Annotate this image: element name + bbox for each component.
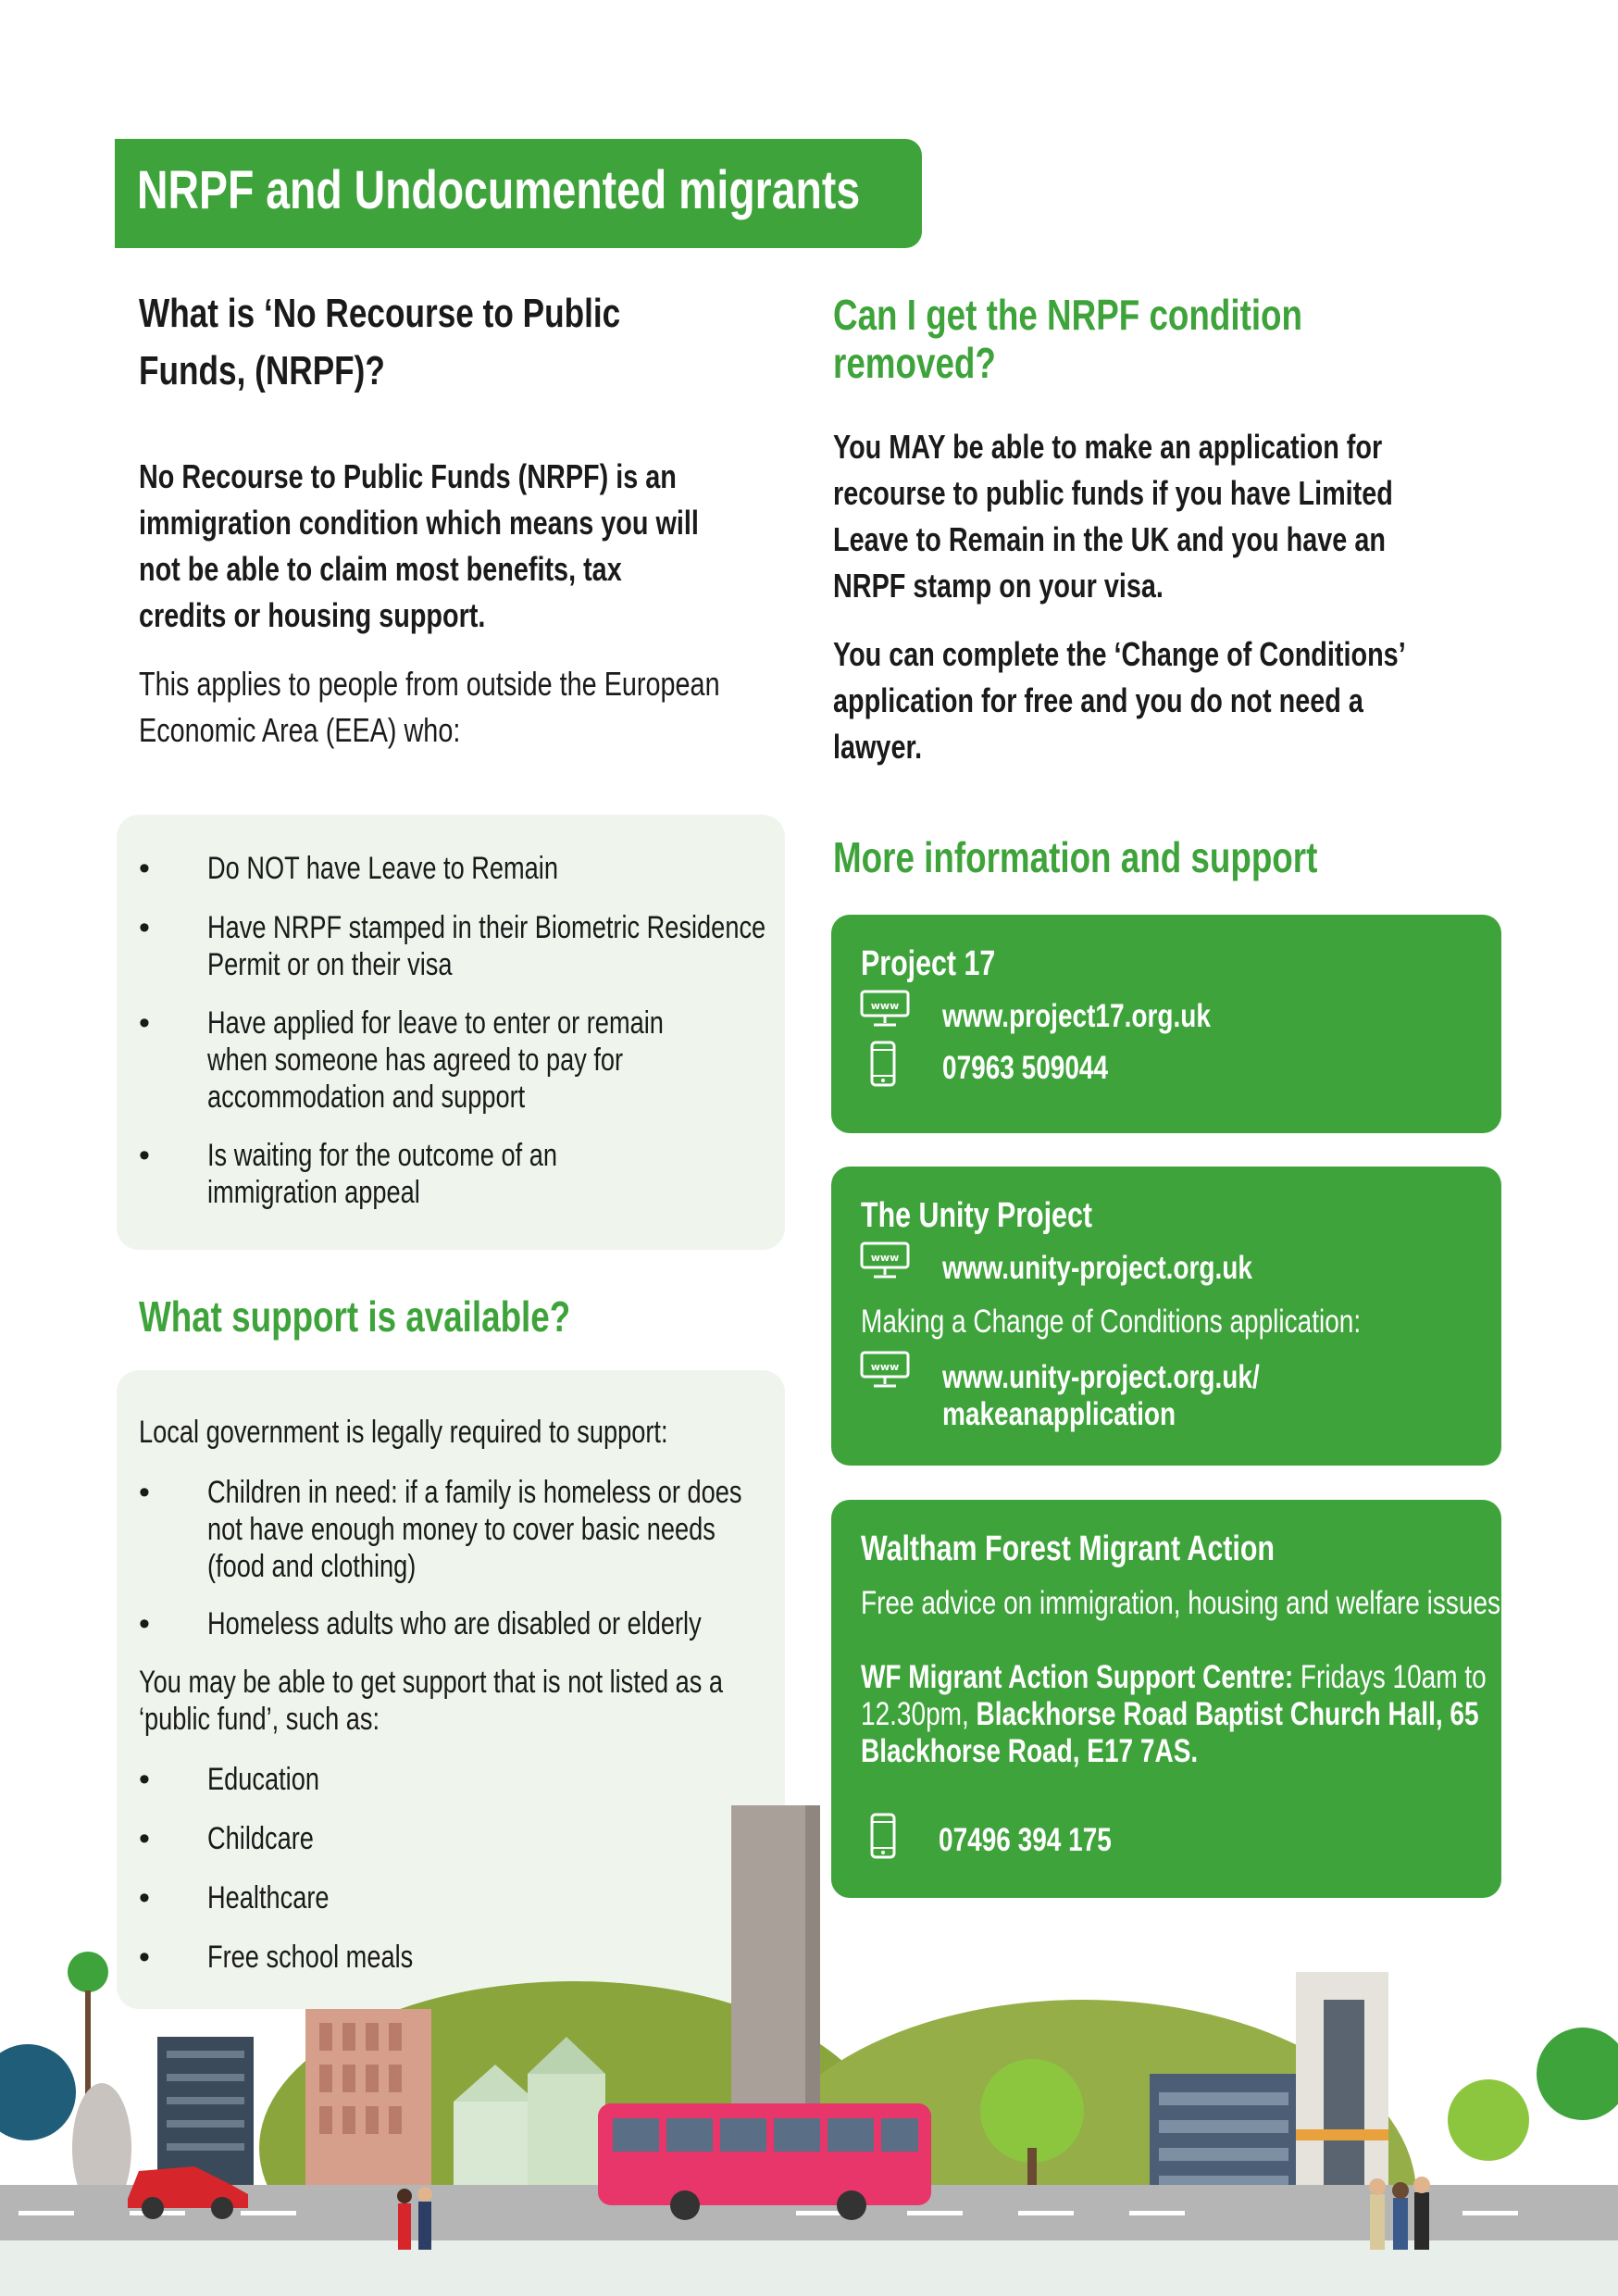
unity-project-card xyxy=(831,1167,1501,1466)
applies-line: Economic Area (EEA) who: xyxy=(139,711,461,749)
removal-paragraph-2: You can complete the ‘Change of Conditions’ application for free and you do not need a lawyer. xyxy=(833,635,1406,766)
definition-line: credits or housing support. xyxy=(139,596,486,634)
project17-website-link[interactable]: www.project17.org.uk xyxy=(942,998,1211,1034)
tree xyxy=(980,2059,1084,2163)
bullet: • xyxy=(139,1005,150,1041)
tree xyxy=(68,1952,108,1992)
other-support-text: You may be able to get support that is not listed as a ‘public fund’, such as: xyxy=(139,1665,724,1737)
removal-paragraph-1: You MAY be able to make an application for recourse to public funds if you have Limited Leave to Remain in the UK and you have an NRPF stamp on your visa. xyxy=(833,428,1393,605)
bullet: • xyxy=(139,1940,150,1975)
definition-line: No Recourse to Public Funds (NRPF) is an xyxy=(139,457,677,495)
card-title: The Unity Project xyxy=(861,1196,1092,1235)
tree xyxy=(0,2044,76,2140)
unity-application-link[interactable]: www.unity-project.org.uk/ makeanapplication xyxy=(942,1359,1260,1432)
svg-text:www: www xyxy=(870,1252,900,1264)
title-banner xyxy=(115,139,922,248)
card-title: Project 17 xyxy=(861,944,996,983)
street-scene-illustration xyxy=(0,1759,1618,2296)
card-title: Waltham Forest Migrant Action xyxy=(861,1529,1276,1568)
bullet: • xyxy=(139,1475,150,1510)
bullet: • xyxy=(139,1606,150,1641)
unity-website-link[interactable]: www.unity-project.org.uk xyxy=(942,1250,1252,1286)
tree xyxy=(1537,2028,1618,2120)
wf-description: Free advice on immigration, housing and welfare issues xyxy=(861,1585,1501,1621)
svg-text:www: www xyxy=(870,1361,900,1373)
support-intro: Local government is legally required to support: xyxy=(139,1415,668,1450)
nrpf-heading-line-2: Funds, (NRPF)? xyxy=(139,348,385,393)
project17-card xyxy=(831,915,1501,1133)
page-title: NRPF and Undocumented migrants xyxy=(137,160,861,220)
definition-line: immigration condition which means you will xyxy=(139,504,699,542)
bullet: • xyxy=(139,1821,150,1856)
removal-heading: Can I get the NRPF condition removed? xyxy=(833,291,1303,387)
tree xyxy=(1448,2079,1529,2161)
bullet: • xyxy=(139,910,150,945)
wf-phone[interactable]: 07496 394 175 xyxy=(939,1822,1112,1858)
bullet: • xyxy=(139,851,150,886)
bullet: • xyxy=(139,1762,150,1797)
bullet: • xyxy=(139,1880,150,1915)
applies-line: This applies to people from outside the European xyxy=(139,665,720,703)
nrpf-definition xyxy=(139,454,842,639)
mobile-phone-icon xyxy=(870,1041,896,1087)
monitor-icon xyxy=(859,989,911,1028)
nrpf-heading xyxy=(139,285,741,400)
definition-line: not be able to claim most benefits, tax xyxy=(139,550,622,588)
svg-text:www: www xyxy=(870,1000,900,1012)
support-heading: What support is available? xyxy=(139,1292,571,1341)
more-info-heading: More information and support xyxy=(833,833,1318,881)
unity-change-note: Making a Change of Conditions application: xyxy=(861,1304,1362,1340)
nrpf-heading-line-1: What is ‘No Recourse to Public xyxy=(139,291,621,336)
applies-text xyxy=(139,661,842,754)
monitor-icon xyxy=(859,1241,911,1279)
wf-support-centre: WF Migrant Action Support Centre: Fridays 10am to 12.30pm, Blackhorse Road Baptist Church Hall, 65 Blackhorse Road, E17 7AS. xyxy=(861,1659,1487,1769)
project17-phone[interactable]: 07963 509044 xyxy=(942,1050,1109,1086)
people-group-right xyxy=(1369,2177,1430,2250)
bullet: • xyxy=(139,1138,150,1173)
monitor-icon xyxy=(859,1350,911,1389)
